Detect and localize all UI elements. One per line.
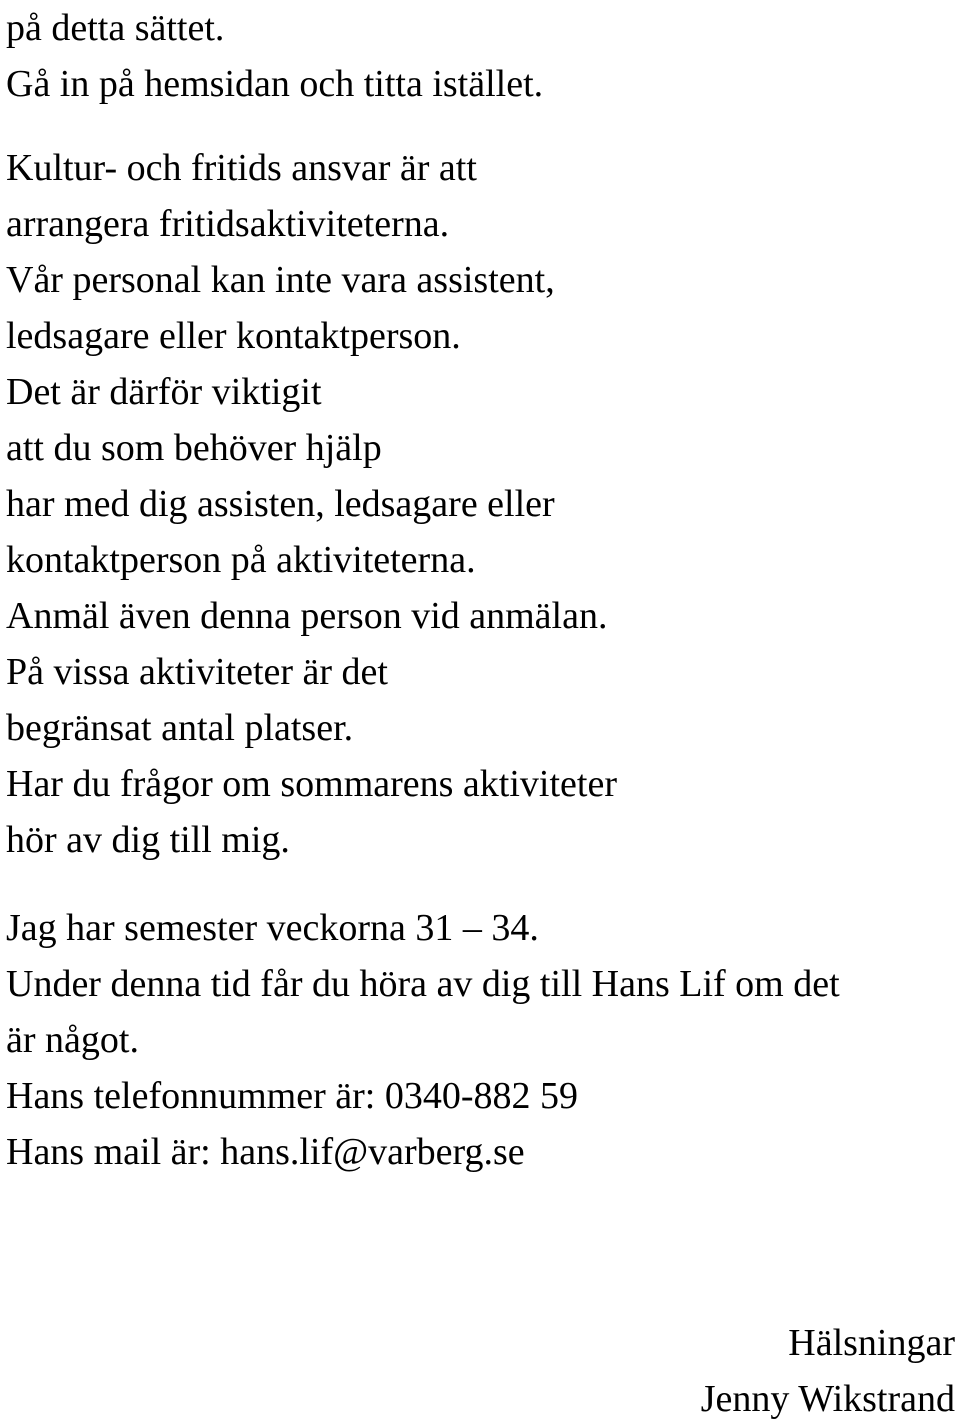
text-line: Kultur- och fritids ansvar är att: [6, 147, 477, 189]
paragraph-vacation: [6, 900, 954, 1180]
signature-name: Jenny Wikstrand: [700, 1378, 955, 1420]
signature-block: [701, 1315, 955, 1427]
text-line: kontaktperson på aktiviteterna.: [6, 539, 476, 581]
paragraph-spacer: [6, 112, 954, 140]
text-line: Gå in på hemsidan och titta istället.: [6, 63, 544, 105]
text-line: ledsagare eller kontaktperson.: [6, 315, 461, 357]
text-line: Har du frågor om sommarens aktiviteter: [6, 763, 617, 805]
document-body: [6, 0, 954, 1180]
text-line: Anmäl även denna person vid anmälan.: [6, 595, 608, 637]
text-line: På vissa aktiviteter är det: [6, 651, 388, 693]
text-line: Det är därför viktigit: [6, 371, 322, 413]
text-line: Hans telefonnummer är: 0340-882 59: [6, 1075, 578, 1117]
text-line: begränsat antal platser.: [6, 707, 354, 749]
text-line: har med dig assisten, ledsagare eller: [6, 483, 555, 525]
text-line: arrangera fritidsaktiviteterna.: [6, 203, 450, 245]
text-line: Jag har semester veckorna 31 – 34.: [6, 907, 539, 949]
text-line: på detta sättet.: [6, 7, 225, 49]
text-line: Under denna tid får du höra av dig till Hans Lif om det: [6, 963, 840, 1005]
text-line: Hans mail är: hans.lif@varberg.se: [6, 1131, 525, 1173]
text-line: hör av dig till mig.: [6, 819, 290, 861]
text-line: Vår personal kan inte vara assistent,: [6, 259, 555, 301]
paragraph-responsibility: [6, 140, 954, 868]
text-line: är något.: [6, 1019, 139, 1061]
paragraph-spacer: [6, 868, 954, 900]
signature-greeting: Hälsningar: [788, 1322, 955, 1364]
paragraph-intro: [6, 0, 954, 112]
text-line: att du som behöver hjälp: [6, 427, 382, 469]
